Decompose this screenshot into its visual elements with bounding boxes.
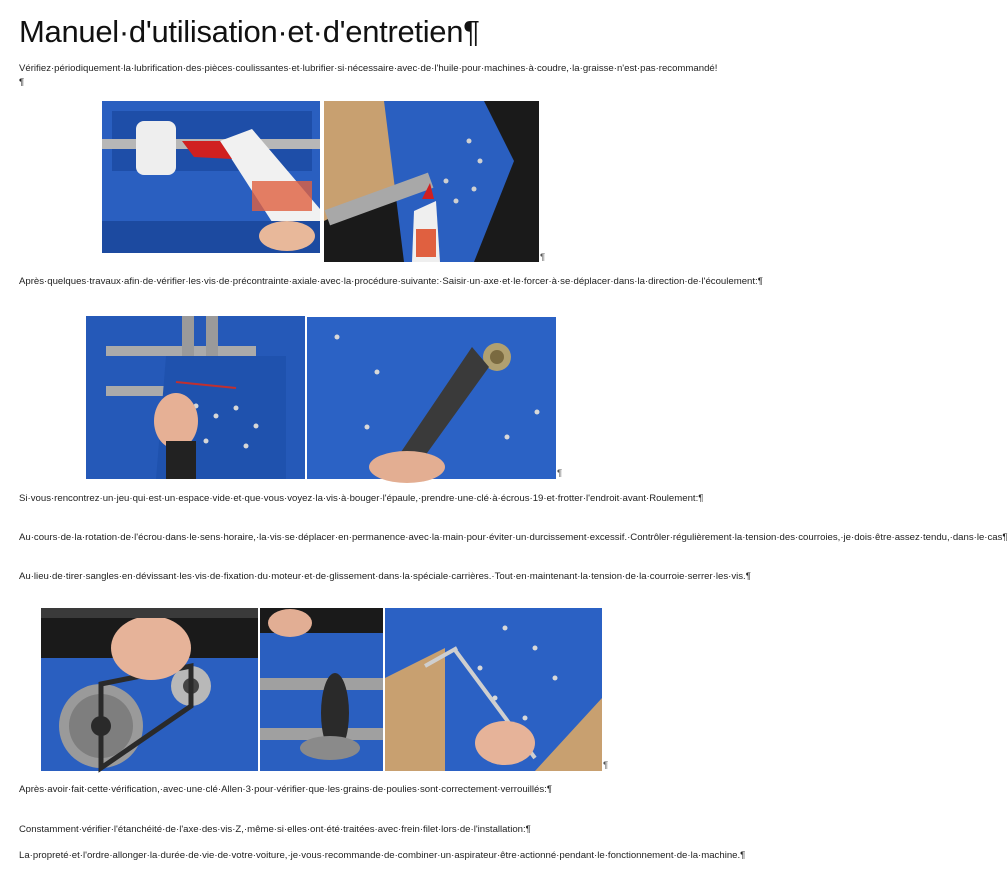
photo-lubricate-rail <box>102 101 320 253</box>
photo-belt-pulley <box>41 608 258 771</box>
photo-allen-key <box>385 608 602 771</box>
paragraph-play-check: Si·vous·rencontrez·un·jeu·qui·est·un·espace·vide·et·que·vous·voyez·la·vis·à·bouger·l'épaule,·prendre·une·clé·à·écrous·19·et·frotter·l'endroit·avant·Roulement:¶ <box>19 493 704 504</box>
pilcrow-mark: ¶ <box>557 468 563 479</box>
photo-belt-side <box>260 608 383 771</box>
photo-wrench-19 <box>307 317 556 479</box>
paragraph-belt-tension: Au·lieu·de·tirer·sangles·en·dévissant·les·vis·de·fixation·du·moteur·et·de·glissement·dans·la·spéciale·carrières.·Tout·en·maintenant·la·tension·de·la·courroie·serrer·les·vis.¶ <box>19 571 751 582</box>
photo-force-axis <box>86 316 305 479</box>
photo-lubricate-corner <box>324 101 539 262</box>
pilcrow-mark: ¶ <box>540 252 546 263</box>
paragraph-preload-check: Après·quelques·travaux·afin·de·vérifier·les·vis·de·précontrainte·axiale·avec·la·procédure·suivante:·Saisir·un·axe·et·le·forcer·à·se·déplacer·dans·la·direction·de·l'écoulement:¶ <box>19 276 763 287</box>
paragraph-z-screws: Constamment·vérifier·l'étanchéité·de·l'axe·des·vis·Z,·même·si·elles·ont·été·traitées·avec·frein·filet·lors·de·l'installation:¶ <box>19 824 531 835</box>
paragraph-allen-key: Après·avoir·fait·cette·vérification,·avec·une·clé·Allen·3·pour·vérifier·que·les·grains·de·poulies·sont·correctement·verrouillés:¶ <box>19 784 552 795</box>
page-title: Manuel·d'utilisation·et·d'entretien¶ <box>19 14 480 49</box>
pilcrow-mark: ¶ <box>603 760 609 771</box>
paragraph-nut-rotation: Au·cours·de·la·rotation·de·l'écrou·dans·le·sens·horaire,·la·vis·se·déplacer·en·permanence·avec·la·main·pour·éviter·un·durcissement·excessif.·Contrôler·régulièrement·la·tension·des·courroies,·je·dois·être·assez·tendu,·dans·le·cas¶ <box>19 532 1008 543</box>
paragraph-cleanliness: La·propreté·et·l'ordre·allonger·la·durée·de·vie·de·votre·voiture,·je·vous·recommande·de·combiner·un·aspirateur·être·actionné·pendant·le·fonctionnement·de·la·machine.¶ <box>19 850 746 861</box>
paragraph-lubrication: Vérifiez·périodiquement·la·lubrification·des·pièces·coulissantes·et·lubrifier·si·nécessaire·avec·de·l'huile·pour·machines·à·coudre,·la·graisse·n'est·pas·recommandé!¶ <box>19 63 718 88</box>
